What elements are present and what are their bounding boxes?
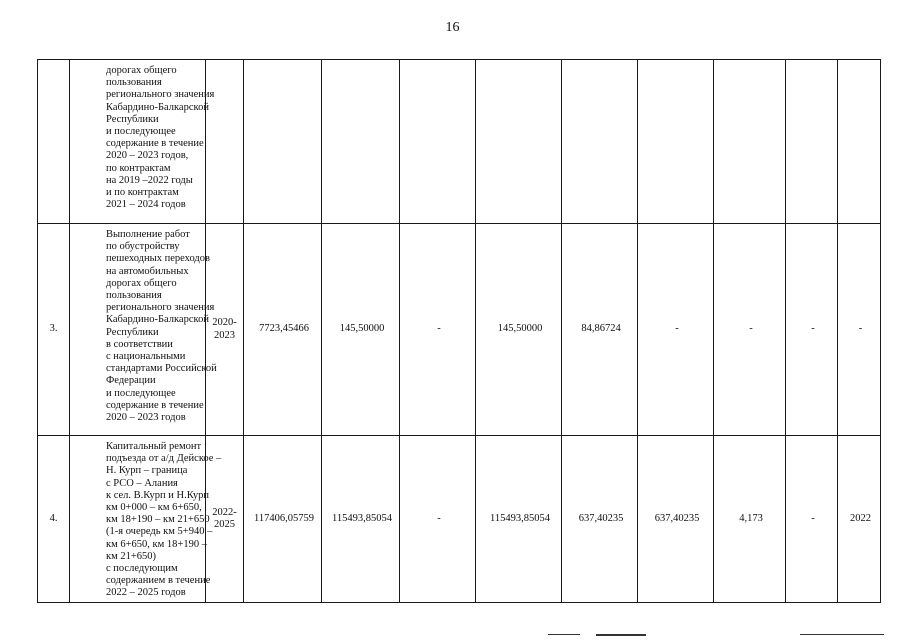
data-table xyxy=(37,59,881,603)
table-row xyxy=(38,224,881,436)
period-start: 2020- xyxy=(212,317,237,329)
description-line: 2022 – 2025 годов xyxy=(106,587,186,599)
value-cell: - xyxy=(786,224,838,436)
description-line: и по контрактам xyxy=(106,187,179,199)
row-period xyxy=(206,60,244,224)
row-number: 3. xyxy=(38,224,70,436)
footer-line xyxy=(548,634,580,635)
page-number: 16 xyxy=(445,20,460,35)
description-line: регионального значения xyxy=(106,89,215,101)
value-cell: 145,50000 xyxy=(476,224,562,436)
value-cell: - xyxy=(400,436,476,603)
description-line: на автомобильных xyxy=(106,265,189,277)
description-line: пользования xyxy=(106,290,162,302)
value-cell xyxy=(562,60,638,224)
description-line: по обустройству xyxy=(106,241,180,253)
description-line: км 0+000 – км 6+650, xyxy=(106,502,202,514)
description-line: содержание в течение xyxy=(106,138,204,150)
description-line: 2020 – 2023 годов xyxy=(106,412,186,424)
row-number xyxy=(38,60,70,224)
description-line: пользования xyxy=(106,77,162,89)
description-line: с национальными xyxy=(106,351,186,363)
value-cell: 4,173 xyxy=(714,436,786,603)
value-cell xyxy=(322,60,400,224)
value-cell xyxy=(714,60,786,224)
description-line: км 18+190 – км 21+650 xyxy=(106,514,210,526)
value-cell xyxy=(786,60,838,224)
value-cell xyxy=(638,60,714,224)
description-line: 2021 – 2024 годов xyxy=(106,199,186,211)
description-line: на 2019 –2022 годы xyxy=(106,174,193,186)
description-line: пешеходных переходов xyxy=(106,253,210,265)
value-cell: 637,40235 xyxy=(638,436,714,603)
value-cell xyxy=(838,60,881,224)
value-cell: 2022 xyxy=(838,436,881,603)
value-cell: 115493,85054 xyxy=(476,436,562,603)
value-cell: 637,40235 xyxy=(562,436,638,603)
description-line: дорогах общего xyxy=(106,65,177,76)
description-line: Кабардино-Балкарской xyxy=(106,314,209,326)
row-period xyxy=(206,224,244,436)
row-description xyxy=(70,224,217,436)
table-row xyxy=(38,436,881,603)
value-cell: - xyxy=(714,224,786,436)
period-end: 2023 xyxy=(214,329,235,341)
description-line: Республики xyxy=(106,113,159,125)
row-description xyxy=(70,436,222,603)
description-line: Кабардино-Балкарской xyxy=(106,101,209,113)
description-line: содержание в течение xyxy=(106,399,204,411)
description-line: и последующее xyxy=(106,126,176,138)
description-line: с РСО – Алания xyxy=(106,477,178,489)
description-line: содержанием в течение xyxy=(106,575,211,587)
description-line: км 21+650) xyxy=(106,550,157,562)
value-cell xyxy=(400,60,476,224)
row-number: 4. xyxy=(38,436,70,603)
description-line: 2020 – 2023 годов, xyxy=(106,150,189,162)
table-row xyxy=(38,60,881,224)
value-cell: 117406,05759 xyxy=(244,436,322,603)
description-line: регионального значения xyxy=(106,302,215,314)
description-line: подъезда от а/д Дейское – xyxy=(106,453,222,465)
description-line: и последующее xyxy=(106,387,176,399)
row-description xyxy=(70,60,215,224)
value-cell: 84,86724 xyxy=(562,224,638,436)
description-line: Капитальный ремонт xyxy=(106,441,202,452)
footer-line xyxy=(596,634,646,636)
description-line: стандартами Российской xyxy=(106,363,217,375)
value-cell: 115493,85054 xyxy=(322,436,400,603)
description-line: Н. Курп – граница xyxy=(106,465,188,477)
description-line: км 6+650, км 18+190 – xyxy=(106,538,207,550)
value-cell: - xyxy=(786,436,838,603)
description-line: Федерации xyxy=(106,375,156,387)
description-line: по контрактам xyxy=(106,162,171,174)
period-start: 2022- xyxy=(212,506,237,518)
description-line: с последующим xyxy=(106,563,178,575)
description-line: в соответствии xyxy=(106,338,173,350)
value-cell: - xyxy=(838,224,881,436)
value-cell xyxy=(244,60,322,224)
description-line: (1-я очередь км 5+940 – xyxy=(106,526,213,538)
value-cell: 7723,45466 xyxy=(244,224,322,436)
footer-line xyxy=(800,634,884,635)
description-line: дорогах общего xyxy=(106,277,177,289)
value-cell: 145,50000 xyxy=(322,224,400,436)
value-cell xyxy=(476,60,562,224)
period-end: 2025 xyxy=(214,518,235,530)
value-cell: - xyxy=(638,224,714,436)
description-line: Республики xyxy=(106,326,159,338)
value-cell: - xyxy=(400,224,476,436)
description-line: Выполнение работ xyxy=(106,229,190,240)
description-line: к сел. В.Курп и Н.Курп xyxy=(106,489,210,501)
